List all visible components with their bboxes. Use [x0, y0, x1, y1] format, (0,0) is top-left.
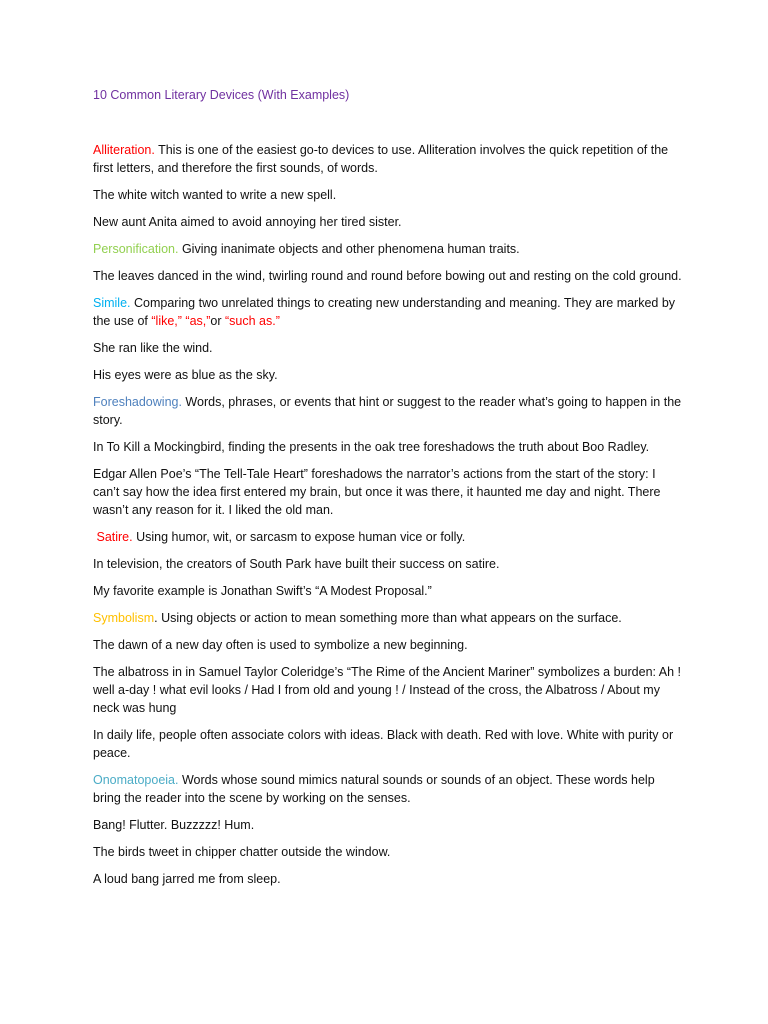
- satire-definition: [93, 528, 683, 546]
- satire-definition-text: Using humor, wit, or sarcasm to expose human vice or folly.: [132, 530, 466, 544]
- personification-definition: [93, 240, 683, 258]
- onomatopoeia-example-3: A loud bang jarred me from sleep.: [93, 872, 281, 886]
- simile-definition-text: Comparing two unrelated things to creating new understanding and meaning. They are marked by the use of: [93, 296, 676, 328]
- alliteration-definition-text: This is one of the easiest go-to devices to use. Alliteration involves the quick repetition of the first letters, and therefore the first sounds, of words.: [93, 143, 669, 175]
- foreshadowing-definition: [93, 393, 683, 429]
- foreshadowing-definition-text: Words, phrases, or events that hint or suggest to the reader what’s going to happen in the story.: [93, 395, 682, 427]
- foreshadowing-example-1: In To Kill a Mockingbird, finding the presents in the oak tree foreshadows the truth about Boo Radley.: [93, 440, 650, 454]
- personification-definition-text: Giving inanimate objects and other phenomena human traits.: [178, 242, 520, 256]
- alliteration-example-2: New aunt Anita aimed to avoid annoying her tired sister.: [93, 215, 402, 229]
- simile-like-quote: “like,”: [151, 314, 182, 328]
- simile-or-word: or: [210, 314, 226, 328]
- onomatopoeia-example-1: Bang! Flutter. Buzzzzz! Hum.: [93, 818, 255, 832]
- satire-term: Satire.: [96, 530, 133, 544]
- satire-example-1: In television, the creators of South Park have built their success on satire.: [93, 557, 500, 571]
- simile-example-1: She ran like the wind.: [93, 341, 213, 355]
- foreshadowing-term: Foreshadowing.: [93, 395, 182, 409]
- symbolism-example-1: The dawn of a new day often is used to symbolize a new beginning.: [93, 638, 468, 652]
- foreshadowing-example-2: Edgar Allen Poe’s “The Tell-Tale Heart” foreshadows the narrator’s actions from the start of the story: I can’t say how the idea first entered my brain, but once it was there, it haunted me day and night. There wasn’t any reason for it. I liked the old man.: [93, 467, 661, 517]
- onomatopoeia-definition-text: Words whose sound mimics natural sounds or sounds of an object. These words help bring the reader into the scene by working on the senses.: [93, 773, 655, 805]
- alliteration-term: Alliteration.: [93, 143, 155, 157]
- symbolism-definition-text: . Using objects or action to mean something more than what appears on the surface.: [154, 611, 622, 625]
- simile-term: Simile.: [93, 296, 131, 310]
- alliteration-definition: [93, 141, 683, 177]
- symbolism-example-3: In daily life, people often associate colors with ideas. Black with death. Red with love. White with purity or peace.: [93, 728, 674, 760]
- simile-such-as-quote: “such as.”: [225, 314, 280, 328]
- onomatopoeia-example-2: The birds tweet in chipper chatter outside the window.: [93, 845, 391, 859]
- satire-example-2: My favorite example is Jonathan Swift’s “A Modest Proposal.”: [93, 584, 432, 598]
- symbolism-example-2: The albatross in in Samuel Taylor Coleridge’s “The Rime of the Ancient Mariner” symbolizes a burden: Ah ! well a-day ! what evil looks / Had I from old and young ! / Instead of the cross, the Albatross / About my neck was hung: [93, 665, 682, 715]
- onomatopoeia-definition: [93, 771, 683, 807]
- personification-term: Personification.: [93, 242, 179, 256]
- personification-example-1: The leaves danced in the wind, twirling round and round before bowing out and resting on the cold ground.: [93, 269, 682, 283]
- simile-definition: [93, 294, 683, 330]
- onomatopoeia-term: Onomatopoeia.: [93, 773, 179, 787]
- alliteration-example-1: The white witch wanted to write a new spell.: [93, 188, 337, 202]
- simile-as-quote: “as,”: [185, 314, 211, 328]
- document-title: 10 Common Literary Devices (With Examples): [93, 88, 350, 102]
- document-page: [93, 86, 683, 897]
- symbolism-definition: [93, 609, 683, 627]
- symbolism-term: Symbolism: [93, 611, 155, 625]
- simile-example-2: His eyes were as blue as the sky.: [93, 368, 278, 382]
